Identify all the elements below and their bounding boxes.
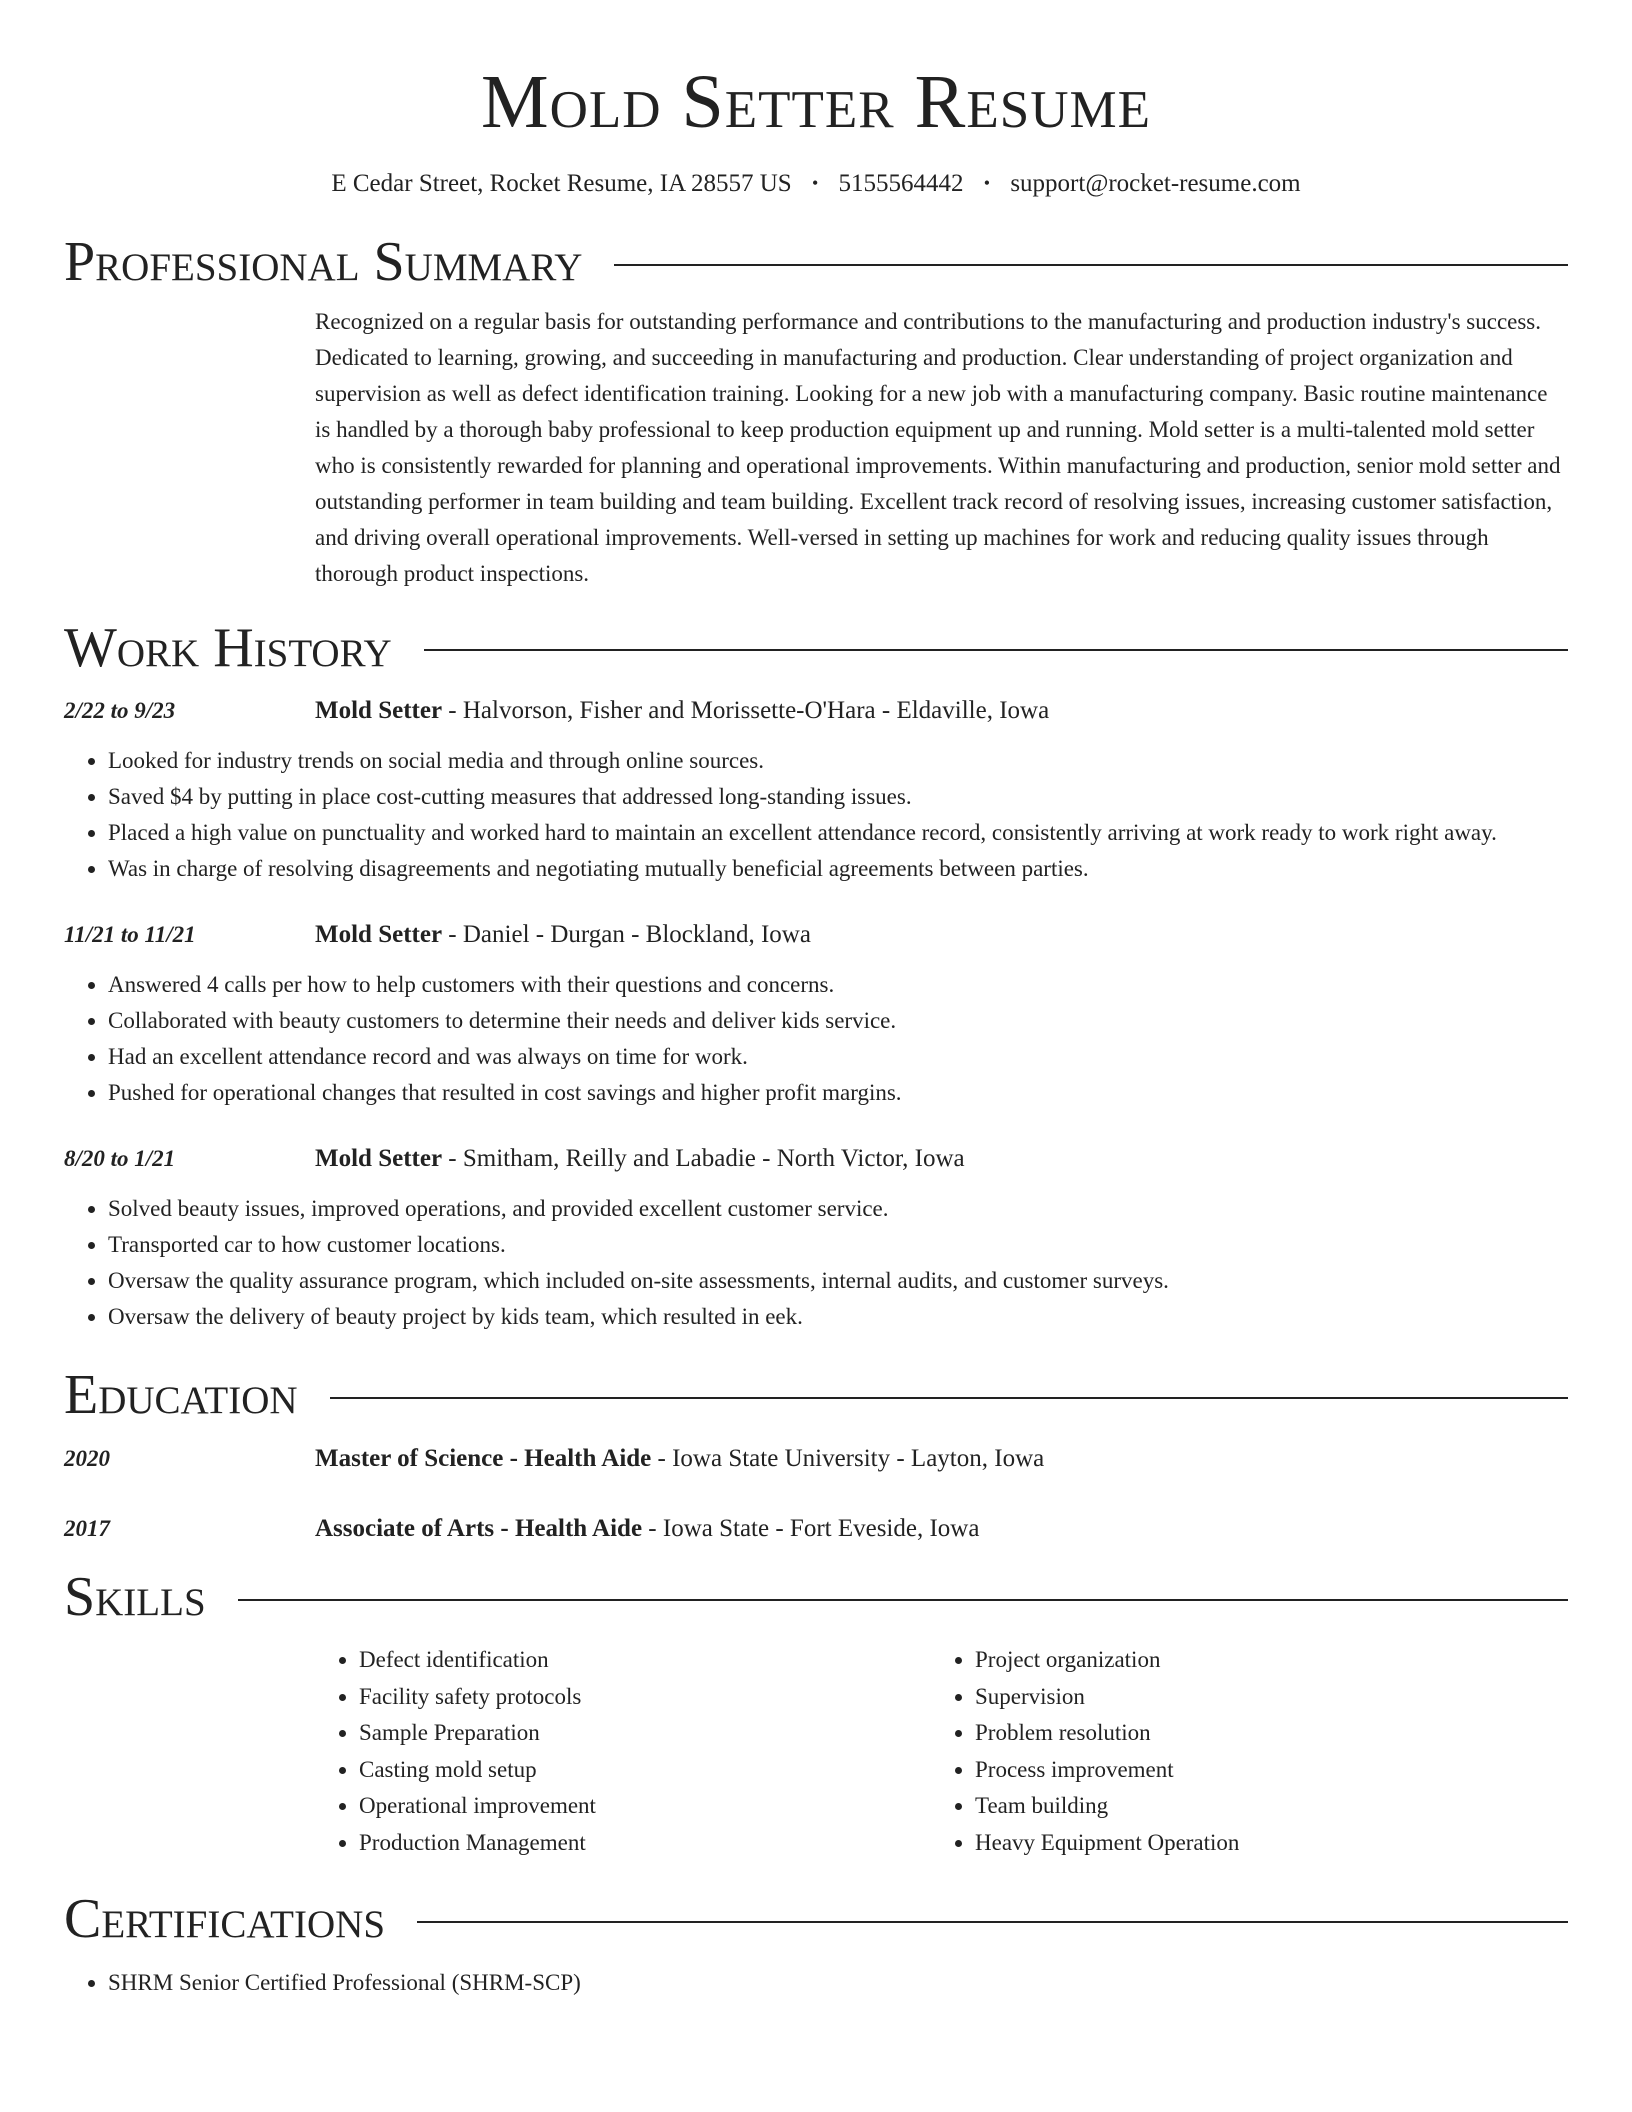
- education-heading: [315, 1511, 979, 1547]
- education-heading: Education: [64, 1364, 298, 1427]
- work-section-header: [64, 618, 1568, 680]
- job-title: Mold Setter: [315, 697, 443, 725]
- section-divider: [614, 264, 1568, 266]
- skills-left-column: [315, 1642, 931, 1861]
- job-entry: [64, 917, 1568, 1111]
- contact-phone: 5155564442: [838, 170, 964, 197]
- job-bullets: [64, 967, 1568, 1111]
- job-bullet: • Pushed for operational changes that resulted in cost savings and higher profit margins.: [108, 1075, 1568, 1111]
- job-bullet: • Had an excellent attendance record and was always on time for work.: [108, 1039, 1568, 1075]
- skills-section-header: [64, 1567, 1568, 1629]
- job-entry: [64, 693, 1568, 887]
- contact-separator: •: [811, 173, 819, 193]
- skill-item: • Heavy Equipment Operation: [975, 1825, 1547, 1862]
- job-header: [64, 917, 1568, 953]
- job-title: Mold Setter: [315, 1145, 443, 1173]
- skill-item: • Process improvement: [975, 1752, 1547, 1789]
- section-divider: [238, 1599, 1568, 1601]
- skill-item: • Team building: [975, 1788, 1547, 1825]
- skills-grid: [315, 1642, 1568, 1861]
- education-list: [64, 1441, 1568, 1547]
- job-bullet: • Was in charge of resolving disagreements and negotiating mutually beneficial agreements between parties.: [108, 851, 1568, 887]
- job-entry: [64, 1141, 1568, 1335]
- education-school: - Iowa State - Fort Eveside, Iowa: [642, 1514, 980, 1542]
- job-dates: 11/21 to 11/21: [64, 922, 196, 948]
- section-divider: [424, 649, 1568, 651]
- job-bullet: • Oversaw the delivery of beauty project by kids team, which resulted in eek.: [108, 1299, 1568, 1335]
- job-bullet: • Looked for industry trends on social media and through online sources.: [108, 743, 1568, 779]
- work-heading: Work History: [64, 616, 392, 679]
- job-bullet: • Collaborated with beauty customers to determine their needs and deliver kids service.: [108, 1003, 1568, 1039]
- job-bullet: • Placed a high value on punctuality and worked hard to maintain an excellent attendance record, consistently arriving at work ready to work right away.: [108, 815, 1568, 851]
- resume-page: [64, 0, 1568, 2001]
- contact-line: [64, 170, 1568, 198]
- education-header: [64, 1441, 1568, 1477]
- job-employer: - Daniel - Durgan - Blockland, Iowa: [442, 921, 811, 949]
- summary-text: Recognized on a regular basis for outstanding performance and contributions to the manufacturing and production industry's success. Dedicated to learning, growing, and succeeding in manufacturing and production. Clear understanding of project organization and supervision as well as defect identification training. Looking for a new job with a manufacturing company. Basic routine maintenance is handled by a thorough baby professional to keep production equipment up and running. Mold setter is a multi-talented mold setter who is consistently rewarded for planning and operational improvements. Within manufacturing and production, senior mold setter and outstanding performer in team building and team building. Excellent track record of resolving issues, increasing customer satisfaction, and driving overall operational improvements. Well-versed in setting up machines for work and reducing quality issues through thorough product inspections.: [315, 308, 1561, 586]
- job-heading: [315, 693, 1049, 729]
- education-heading: [315, 1441, 1044, 1477]
- education-entry: [64, 1511, 1568, 1547]
- skills-heading: Skills: [64, 1565, 206, 1628]
- education-year: 2017: [64, 1515, 110, 1541]
- job-header: [64, 1141, 1568, 1177]
- contact-separator: •: [983, 173, 991, 193]
- section-divider: [417, 1921, 1568, 1923]
- education-year: 2020: [64, 1445, 110, 1471]
- skill-item: • Sample Preparation: [359, 1715, 931, 1752]
- job-bullet: • Transported car to how customer locations.: [108, 1227, 1568, 1263]
- job-employer: - Halvorson, Fisher and Morissette-O'Hara - Eldaville, Iowa: [442, 697, 1050, 725]
- skill-item: • Problem resolution: [975, 1715, 1547, 1752]
- education-header: [64, 1511, 1568, 1547]
- job-heading: [315, 1141, 965, 1177]
- contact-address: E Cedar Street, Rocket Resume, IA 28557 US: [331, 170, 792, 197]
- job-bullets: [64, 1191, 1568, 1335]
- job-heading: [315, 917, 811, 953]
- summary-section-header: [64, 232, 1568, 294]
- skill-item: • Casting mold setup: [359, 1752, 931, 1789]
- job-header: [64, 693, 1568, 729]
- work-history-list: [64, 693, 1568, 1335]
- contact-email: support@rocket-resume.com: [1010, 170, 1301, 197]
- job-dates: 8/20 to 1/21: [64, 1146, 176, 1172]
- skill-item: • Operational improvement: [359, 1788, 931, 1825]
- skill-item: • Supervision: [975, 1679, 1547, 1716]
- education-entry: [64, 1441, 1568, 1477]
- certifications-list: [64, 1965, 1568, 2001]
- job-bullets: [64, 743, 1568, 887]
- section-divider: [330, 1397, 1568, 1399]
- page-title: Mold Setter Resume: [481, 60, 1151, 144]
- job-bullet: • Answered 4 calls per how to help customers with their questions and concerns.: [108, 967, 1568, 1003]
- job-title: Mold Setter: [315, 921, 443, 949]
- education-section-header: [64, 1365, 1568, 1427]
- education-degree: Master of Science - Health Aide: [315, 1444, 652, 1472]
- job-dates: 2/22 to 9/23: [64, 698, 176, 724]
- certification-item: • SHRM Senior Certified Professional (SHRM-SCP): [108, 1965, 1568, 2001]
- skill-item: • Project organization: [975, 1642, 1547, 1679]
- skill-item: • Production Management: [359, 1825, 931, 1862]
- skill-item: • Defect identification: [359, 1642, 931, 1679]
- certifications-heading: Certifications: [64, 1888, 386, 1951]
- job-bullet: • Saved $4 by putting in place cost-cutting measures that addressed long-standing issues.: [108, 779, 1568, 815]
- job-bullet: • Solved beauty issues, improved operations, and provided excellent customer service.: [108, 1191, 1568, 1227]
- education-school: - Iowa State University - Layton, Iowa: [651, 1444, 1045, 1472]
- education-degree: Associate of Arts - Health Aide: [315, 1514, 643, 1542]
- job-bullet: • Oversaw the quality assurance program, which included on-site assessments, internal audits, and customer surveys.: [108, 1263, 1568, 1299]
- certifications-section-header: [64, 1889, 1568, 1951]
- skill-item: • Facility safety protocols: [359, 1679, 931, 1716]
- skills-right-column: [931, 1642, 1547, 1861]
- job-employer: - Smitham, Reilly and Labadie - North Victor, Iowa: [442, 1145, 965, 1173]
- summary-heading: Professional Summary: [64, 231, 583, 293]
